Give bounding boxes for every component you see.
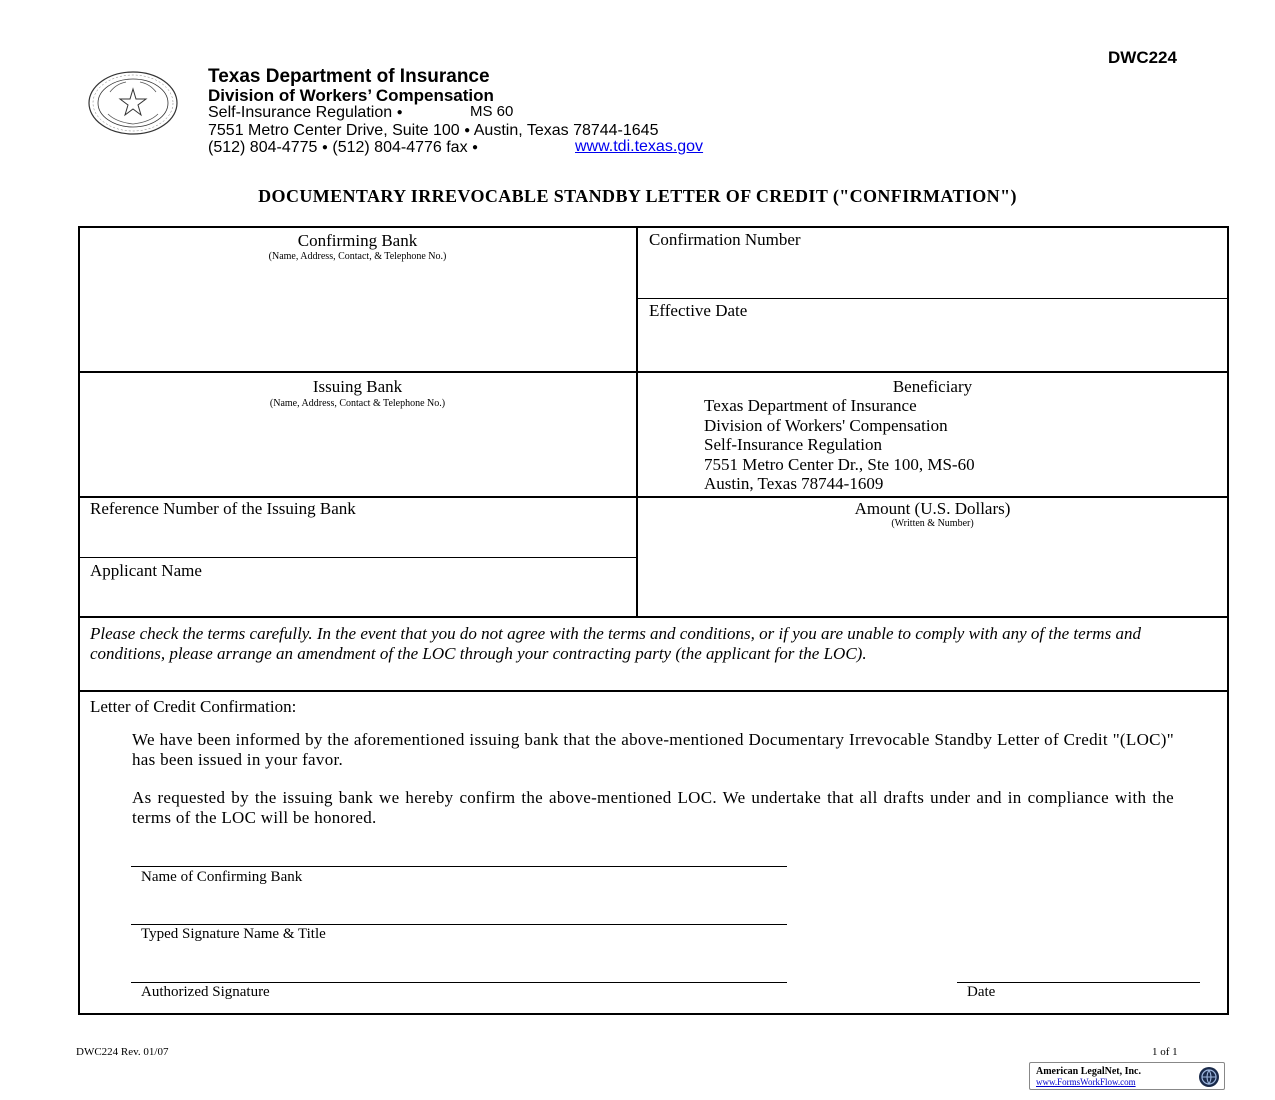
effective-date-label: Effective Date — [649, 301, 748, 320]
confirmation-number-label: Confirmation Number — [649, 230, 801, 249]
authorized-signature-label: Authorized Signature — [141, 984, 270, 1000]
row-divider — [79, 371, 1228, 373]
publisher-url[interactable]: www.FormsWorkFlow.com — [1036, 1077, 1136, 1087]
org-street: 7551 Metro Center Drive, Suite 100 — [208, 122, 460, 139]
date-label: Date — [967, 984, 996, 1000]
date-line[interactable] — [957, 982, 1200, 983]
reference-number-label: Reference Number of the Issuing Bank — [90, 499, 356, 518]
org-city: Austin, Texas 78744-1645 — [473, 122, 659, 139]
amount-sublabel: (Written & Number) — [891, 518, 974, 529]
typed-signature-label: Typed Signature Name & Title — [141, 926, 326, 942]
publisher-name: American LegalNet, Inc. — [1036, 1066, 1141, 1077]
bullet-icon: ● — [396, 107, 403, 118]
row-divider — [79, 690, 1228, 692]
org-unit — [208, 105, 403, 121]
authorized-signature-line[interactable] — [131, 982, 787, 983]
effective-date-field[interactable] — [645, 323, 1223, 367]
confirmation-paragraph-1: We have been informed by the aforementioned issuing bank that the above-mentioned Documentary Irrevocable Standby Letter of Credit "(LOC)" has been issued in your favor. — [132, 730, 1174, 769]
beneficiary-line: Texas Department of Insurance — [704, 396, 917, 415]
website-link[interactable]: www.tdi.texas.gov — [575, 138, 704, 155]
typed-signature-line[interactable] — [131, 924, 787, 925]
texas-seal-icon — [86, 70, 182, 136]
org-mail-stop: MS 60 — [470, 103, 514, 120]
row-divider — [79, 557, 637, 558]
terms-notice: Please check the terms carefully. In the event that you do not agree with the terms and conditions, or if you are unable to comply with any of the terms and conditions, please arrange an amendment of the LOC through your contracting party (the applicant for the LOC). — [90, 624, 1141, 663]
beneficiary-line: Austin, Texas 78744-1609 — [704, 474, 884, 493]
bullet-icon: ● — [464, 125, 471, 136]
beneficiary-line: 7551 Metro Center Dr., Ste 100, MS-60 — [704, 454, 975, 474]
issuing-bank-field[interactable] — [82, 412, 632, 492]
beneficiary-label: Beneficiary — [892, 377, 973, 396]
issuing-bank-sublabel: (Name, Address, Contact & Telephone No.) — [269, 398, 446, 409]
org-fax-number: (512) 804-4776 fax — [332, 139, 468, 156]
bullet-icon: ● — [321, 142, 328, 153]
beneficiary-line: Division of Workers' Compensation — [704, 415, 948, 435]
form-code: DWC224 — [1108, 48, 1177, 67]
issuing-bank-label: Issuing Bank — [312, 377, 403, 396]
row-divider — [637, 298, 1228, 299]
confirming-bank-field[interactable] — [82, 266, 632, 366]
amount-field[interactable] — [645, 532, 1223, 612]
org-phone — [208, 140, 478, 156]
org-phone-number: (512) 804-4775 — [208, 139, 318, 156]
org-name: Texas Department of Insurance — [208, 66, 490, 87]
page-number: 1 of 1 — [1152, 1046, 1178, 1058]
document-title: DOCUMENTARY IRREVOCABLE STANDBY LETTER OF CREDIT ("CONFIRMATION") — [258, 186, 1017, 206]
org-division: Division of Workers’ Compensation — [208, 86, 494, 105]
publisher-badge[interactable] — [1029, 1062, 1225, 1090]
column-divider — [636, 227, 638, 617]
row-divider — [79, 616, 1228, 618]
confirmation-number-field[interactable] — [645, 252, 1223, 294]
applicant-name-field[interactable] — [84, 583, 632, 613]
confirming-bank-name-label: Name of Confirming Bank — [141, 869, 303, 885]
reference-number-field[interactable] — [84, 521, 632, 553]
confirming-bank-sublabel: (Name, Address, Contact, & Telephone No.) — [268, 251, 447, 262]
org-unit-text: Self-Insurance Regulation — [208, 104, 393, 121]
confirmation-heading: Letter of Credit Confirmation: — [90, 697, 297, 716]
confirming-bank-name-line[interactable] — [131, 866, 787, 867]
beneficiary-line: Self-Insurance Regulation — [704, 435, 882, 454]
row-divider — [79, 496, 1228, 498]
confirming-bank-label: Confirming Bank — [297, 231, 418, 250]
org-address — [208, 123, 658, 139]
form-revision: DWC224 Rev. 01/07 — [76, 1046, 169, 1058]
globe-icon — [1197, 1065, 1221, 1089]
amount-label: Amount (U.S. Dollars) — [854, 499, 1011, 518]
applicant-name-label: Applicant Name — [90, 561, 202, 580]
beneficiary-address — [704, 396, 975, 494]
bullet-icon: ● — [472, 142, 479, 153]
confirmation-paragraph-2: As requested by the issuing bank we hereby confirm the above-mentioned LOC. We undertake that all drafts under and in compliance with the terms of the LOC will be honored. — [132, 788, 1174, 827]
